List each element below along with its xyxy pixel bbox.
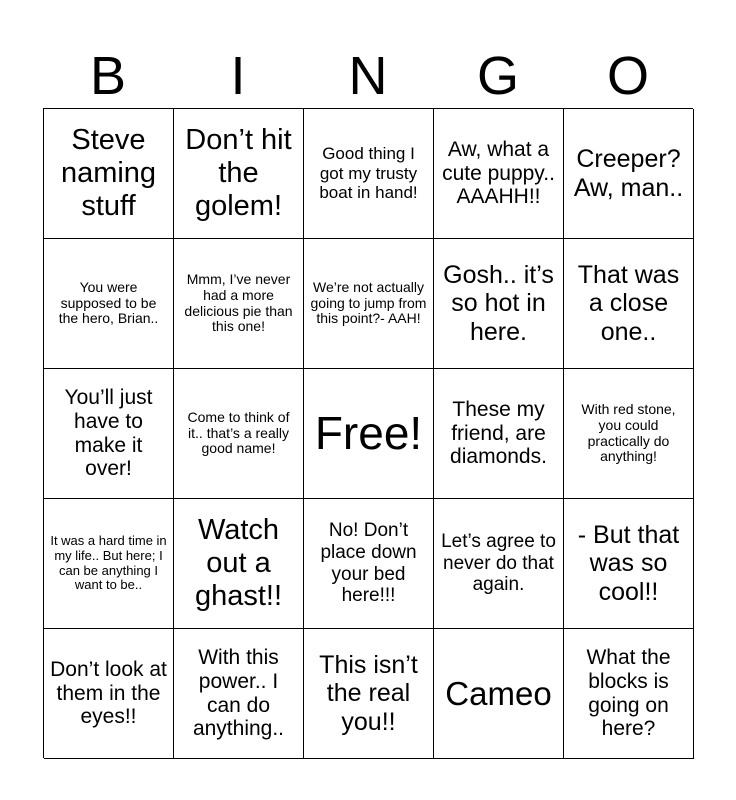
bingo-cell <box>44 239 174 369</box>
bingo-cell <box>564 629 694 759</box>
cell-text: You were supposed to be the hero, Brian.. <box>58 278 159 327</box>
bingo-cell <box>174 629 304 759</box>
cell-text: Come to think of it.. that’s a really good name! <box>187 408 290 457</box>
cell-text: Don’t hit the golem! <box>185 123 292 223</box>
bingo-cell <box>44 369 174 499</box>
bingo-cell <box>44 499 174 629</box>
cell-text: Gosh.. it’s so hot in here. <box>443 260 554 346</box>
cell-text: Watch out a ghast!! <box>194 513 283 613</box>
bingo-cell <box>564 109 694 239</box>
bingo-header <box>43 44 693 108</box>
header-letter-b: B <box>89 46 127 106</box>
bingo-cell <box>44 109 174 239</box>
bingo-cell <box>174 499 304 629</box>
bingo-cell <box>434 369 564 499</box>
cell-text: Let’s agree to never do that again. <box>441 531 556 596</box>
cell-text: Don’t look at them in the eyes!! <box>50 657 167 729</box>
bingo-cell <box>434 499 564 629</box>
bingo-cell <box>434 109 564 239</box>
bingo-grid <box>43 108 693 758</box>
cell-text: Good thing I got my trusty boat in hand! <box>319 144 418 203</box>
bingo-cell <box>564 369 694 499</box>
cell-text: Creeper? Aw, man.. <box>573 145 684 202</box>
cell-text: Mmm, I’ve never had a more delicious pie than this one! <box>184 270 293 335</box>
cell-text: What the blocks is going on here? <box>586 645 671 741</box>
bingo-cell <box>174 109 304 239</box>
cell-text: This isn’t the real you!! <box>319 650 418 736</box>
cell-text: Free! <box>314 407 423 460</box>
cell-text: With this power.. I can do anything.. <box>192 645 285 741</box>
bingo-cell <box>304 109 434 239</box>
header-letter-n: N <box>348 46 388 106</box>
bingo-cell <box>434 239 564 369</box>
cell-text: Aw, what a cute puppy.. AAAHH!! <box>442 137 555 209</box>
bingo-cell <box>44 629 174 759</box>
cell-text: No! Don’t place down your bed here!!! <box>320 520 417 607</box>
cell-text: We’re not actually going to jump from this point?- AAH! <box>310 278 427 327</box>
header-letter-i: I <box>230 46 246 106</box>
free-space <box>304 369 434 499</box>
bingo-cell <box>304 239 434 369</box>
header-letter-o: O <box>606 46 649 106</box>
header-letter-g: G <box>476 46 519 106</box>
cell-text: With red stone, you could practically do anything! <box>581 400 676 465</box>
bingo-cell <box>304 499 434 629</box>
cell-text: It was a hard time in my life.. But here; I can be anything I want to be.. <box>50 532 167 593</box>
cell-text: You’ll just have to make it over! <box>64 385 153 481</box>
bingo-cell <box>564 499 694 629</box>
cell-text: - But that was so cool!! <box>577 520 680 606</box>
bingo-cell <box>564 239 694 369</box>
bingo-cell <box>304 629 434 759</box>
cell-text: That was a close one.. <box>577 260 680 346</box>
bingo-cell <box>174 239 304 369</box>
bingo-cell <box>434 629 564 759</box>
cell-text: Cameo <box>445 674 552 712</box>
cell-text: Steve naming stuff <box>60 123 157 223</box>
bingo-cell <box>174 369 304 499</box>
cell-text: These my friend, are diamonds. <box>450 397 547 469</box>
